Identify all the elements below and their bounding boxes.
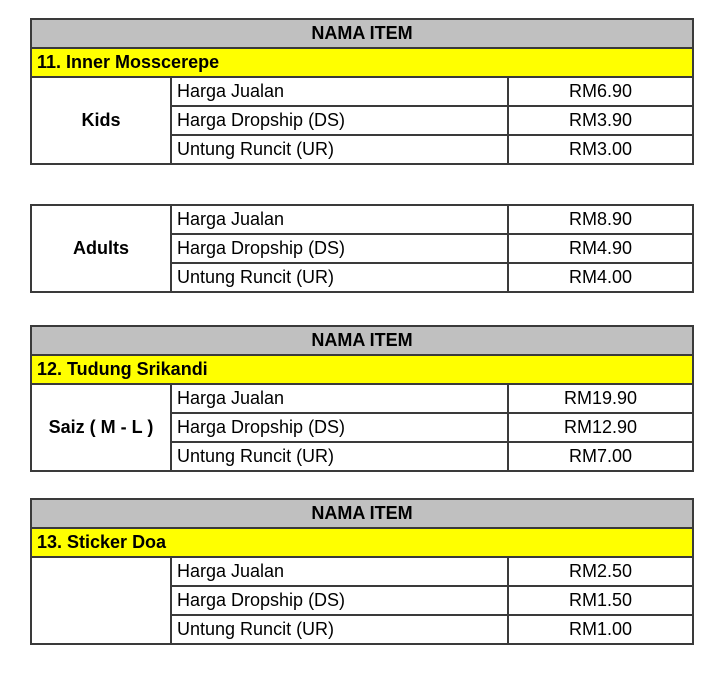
price-label: Harga Jualan bbox=[171, 77, 508, 106]
profit-label: Untung Runcit (UR) bbox=[171, 442, 508, 471]
price-value: RM8.90 bbox=[508, 205, 693, 234]
dropship-label: Harga Dropship (DS) bbox=[171, 413, 508, 442]
table-header: NAMA ITEM bbox=[31, 19, 693, 48]
dropship-value: RM3.90 bbox=[508, 106, 693, 135]
dropship-label: Harga Dropship (DS) bbox=[171, 234, 508, 263]
table-header: NAMA ITEM bbox=[31, 326, 693, 355]
group-label bbox=[31, 557, 171, 644]
profit-value: RM4.00 bbox=[508, 263, 693, 292]
price-label: Harga Jualan bbox=[171, 384, 508, 413]
item-11-kids-table bbox=[30, 18, 694, 165]
price-value: RM2.50 bbox=[508, 557, 693, 586]
item-title: 11. Inner Mosscerepe bbox=[31, 48, 693, 77]
price-value: RM19.90 bbox=[508, 384, 693, 413]
item-title: 13. Sticker Doa bbox=[31, 528, 693, 557]
item-title: 12. Tudung Srikandi bbox=[31, 355, 693, 384]
dropship-value: RM12.90 bbox=[508, 413, 693, 442]
dropship-label: Harga Dropship (DS) bbox=[171, 106, 508, 135]
item-13-table bbox=[30, 498, 694, 645]
profit-value: RM7.00 bbox=[508, 442, 693, 471]
item-11-adults-table bbox=[30, 204, 694, 293]
price-label: Harga Jualan bbox=[171, 557, 508, 586]
price-value: RM6.90 bbox=[508, 77, 693, 106]
group-label: Adults bbox=[31, 205, 171, 292]
group-label: Kids bbox=[31, 77, 171, 164]
profit-label: Untung Runcit (UR) bbox=[171, 135, 508, 164]
price-label: Harga Jualan bbox=[171, 205, 508, 234]
group-label: Saiz ( M - L ) bbox=[31, 384, 171, 471]
item-12-table bbox=[30, 325, 694, 472]
dropship-label: Harga Dropship (DS) bbox=[171, 586, 508, 615]
profit-value: RM3.00 bbox=[508, 135, 693, 164]
dropship-value: RM4.90 bbox=[508, 234, 693, 263]
table-header: NAMA ITEM bbox=[31, 499, 693, 528]
profit-label: Untung Runcit (UR) bbox=[171, 263, 508, 292]
dropship-value: RM1.50 bbox=[508, 586, 693, 615]
profit-label: Untung Runcit (UR) bbox=[171, 615, 508, 644]
profit-value: RM1.00 bbox=[508, 615, 693, 644]
